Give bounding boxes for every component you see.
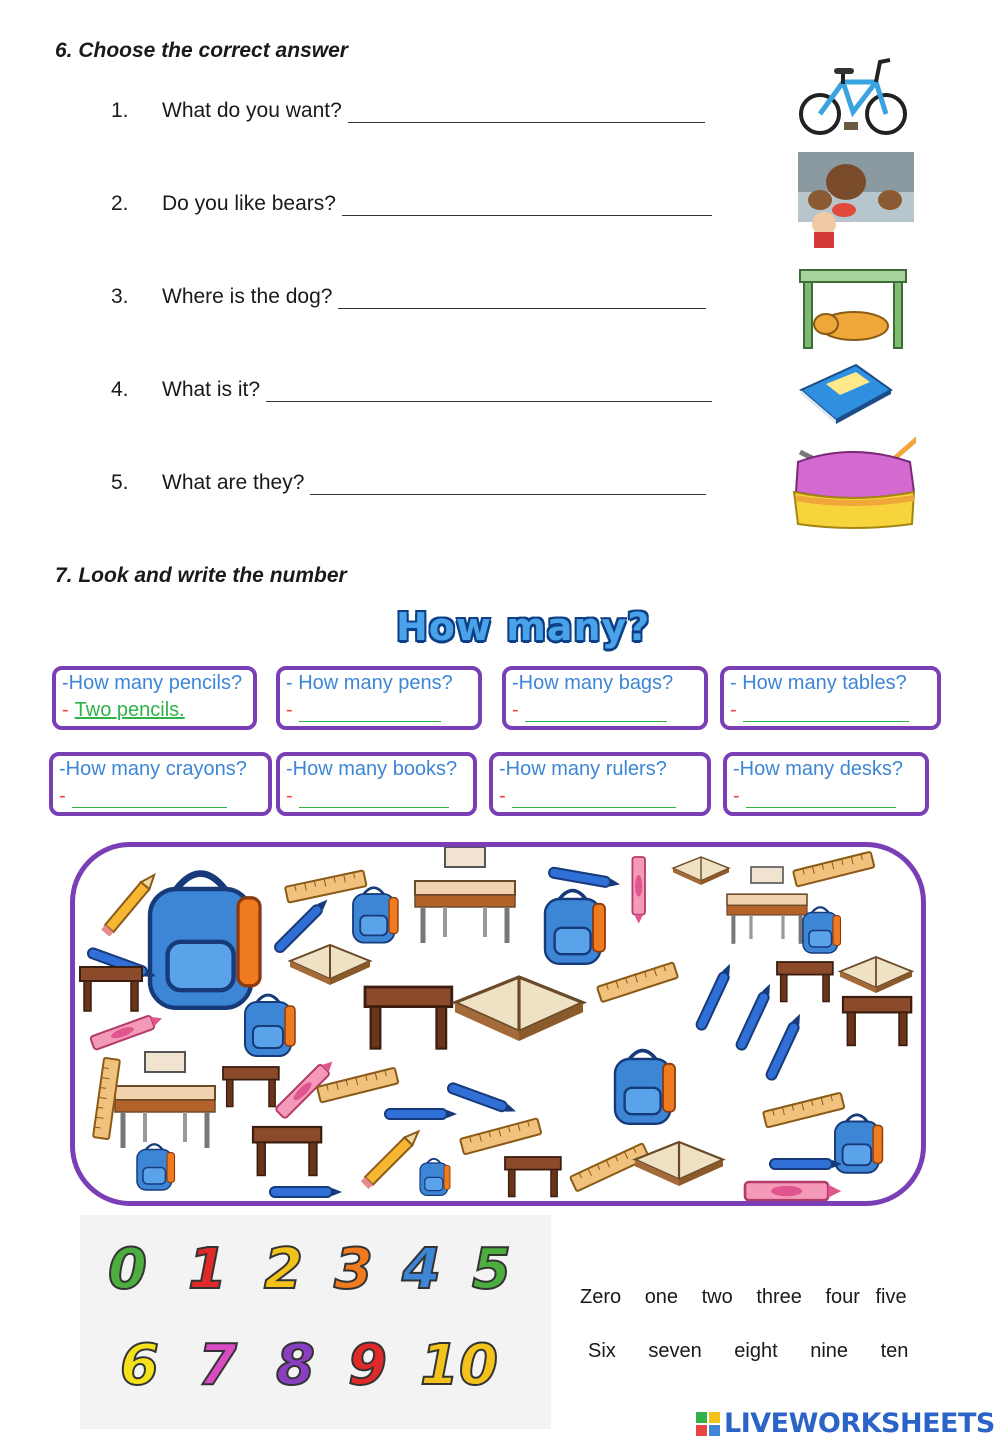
bears-photo-icon [798, 152, 914, 248]
answer-prefix: - [286, 699, 293, 721]
book-icon [673, 857, 729, 885]
box-answer-row [512, 699, 698, 722]
table-icon [505, 1157, 561, 1197]
answer-pens-input[interactable] [299, 703, 441, 722]
pen-icon [548, 867, 621, 889]
pen-icon [270, 1187, 342, 1197]
digit-0: 0 [108, 1237, 147, 1302]
liveworksheets-logo[interactable] [696, 1408, 995, 1439]
answer-desks-input[interactable] [746, 789, 896, 808]
word-three: three [756, 1286, 802, 1308]
word-one: one [644, 1286, 679, 1308]
section-6-title: 6. Choose the correct answer [55, 39, 348, 62]
word-two: two [701, 1286, 733, 1308]
dog-under-table-icon [796, 266, 910, 352]
box-question: - How many pens? [286, 672, 453, 694]
table-icon [80, 967, 142, 1011]
digit-3: 3 [334, 1237, 373, 1302]
answer-prefix: - [512, 699, 519, 721]
answer-bags-input[interactable] [525, 703, 667, 722]
answer-prefix: - [499, 785, 506, 807]
backpack-icon [137, 1144, 175, 1190]
answer-prefix: - [733, 785, 740, 807]
box-question: -How many crayons? [59, 758, 247, 780]
question-text: What do you want? [162, 99, 342, 122]
box-answer-row [286, 699, 472, 722]
backpack-icon [615, 1051, 675, 1124]
answer-blank-3[interactable] [338, 288, 706, 309]
word-eight: eight [734, 1340, 778, 1362]
table-icon [365, 987, 452, 1049]
box-answer-row [286, 785, 467, 808]
pen-icon [770, 1159, 842, 1169]
backpack-icon [245, 995, 295, 1056]
answer-books-input[interactable] [299, 789, 449, 808]
table-icon [843, 997, 911, 1045]
box-question: -How many books? [286, 758, 458, 780]
backpack-icon [353, 888, 398, 943]
desk-icon [415, 847, 515, 943]
answer-pencils-text[interactable]: Two pencils. [74, 699, 185, 721]
question-text: What is it? [162, 378, 261, 401]
question-box-tables [720, 666, 941, 730]
question-text: Do you like bears? [162, 192, 336, 215]
question-number: 4. [111, 378, 129, 401]
word-zero: Zero [580, 1286, 622, 1308]
digit-10: 10 [420, 1333, 498, 1398]
ruler-icon [460, 1118, 541, 1154]
big-backpack-icon [150, 874, 260, 1008]
digit-1: 1 [188, 1237, 227, 1302]
question-box-pencils [52, 666, 257, 730]
word-nine: nine [810, 1340, 849, 1362]
pen-icon [385, 1109, 457, 1119]
digit-8: 8 [276, 1333, 315, 1398]
question-box-rulers [489, 752, 711, 816]
box-answer-row [733, 785, 919, 808]
digit-6: 6 [120, 1333, 159, 1398]
ruler-icon [570, 1143, 649, 1191]
box-answer-row [59, 785, 262, 808]
book-icon [635, 1142, 723, 1186]
number-words-row-1 [580, 1286, 907, 1309]
question-text: What are they? [162, 471, 305, 494]
book-icon [455, 977, 583, 1041]
question-box-books [276, 752, 477, 816]
backpack-icon [835, 1115, 883, 1173]
box-question: -How many rulers? [499, 758, 667, 780]
answer-prefix: - [730, 699, 737, 721]
question-row [162, 378, 712, 402]
table-icon [253, 1127, 321, 1175]
word-seven: seven [648, 1340, 702, 1362]
question-number: 2. [111, 192, 129, 215]
answer-blank-1[interactable] [348, 102, 705, 123]
notebook-icon [796, 360, 896, 430]
numbers-panel [80, 1215, 551, 1429]
answer-rulers-input[interactable] [512, 789, 676, 808]
table-icon [223, 1067, 279, 1107]
word-four: four [825, 1286, 860, 1308]
ruler-icon [285, 870, 367, 902]
digit-9: 9 [348, 1333, 387, 1398]
logo-mark-icon [696, 1412, 720, 1436]
number-words-row-2 [588, 1340, 908, 1363]
question-row [162, 192, 712, 216]
question-number: 5. [111, 471, 129, 494]
question-box-bags [502, 666, 708, 730]
digit-2: 2 [264, 1237, 303, 1302]
digit-7: 7 [198, 1333, 237, 1398]
how-many-heading: How many? [396, 605, 651, 649]
pencil-case-icon [788, 432, 916, 530]
box-question: -How many bags? [512, 672, 674, 694]
question-box-crayons [49, 752, 272, 816]
brand-name: LIVEWORKSHEETS [724, 1408, 995, 1439]
question-row [162, 285, 706, 309]
box-question: -How many pencils? [62, 672, 243, 694]
pencil-icon [361, 1128, 423, 1190]
box-question: - How many tables? [730, 672, 907, 694]
answer-blank-2[interactable] [342, 195, 712, 216]
book-icon [290, 945, 370, 985]
answer-prefix: - [59, 785, 66, 807]
answer-crayons-input[interactable] [72, 789, 227, 808]
box-answer-row [62, 699, 247, 722]
word-six: Six [588, 1340, 616, 1362]
school-objects-scene [70, 842, 926, 1206]
backpack-icon [545, 891, 605, 964]
desk-icon [115, 1052, 215, 1148]
box-question: -How many desks? [733, 758, 904, 780]
question-number: 1. [111, 99, 129, 122]
question-box-pens [276, 666, 482, 730]
answer-prefix: - [286, 785, 293, 807]
answer-blank-4[interactable] [266, 381, 712, 402]
backpack-icon [420, 1159, 450, 1196]
question-row [162, 471, 706, 495]
answer-blank-5[interactable] [310, 474, 706, 495]
crayon-icon [632, 857, 645, 924]
question-box-desks [723, 752, 929, 816]
backpack-icon [803, 907, 841, 953]
crayon-icon [90, 1012, 164, 1050]
word-ten: ten [880, 1340, 909, 1362]
bicycle-icon [798, 52, 908, 140]
pen-icon [695, 962, 734, 1031]
question-row [162, 99, 705, 123]
book-icon [840, 957, 912, 993]
pen-icon [765, 1012, 804, 1081]
digit-5: 5 [472, 1237, 511, 1302]
pen-icon [447, 1082, 518, 1116]
pen-icon [273, 896, 331, 954]
ruler-icon [793, 852, 874, 887]
crayon-icon [745, 1182, 841, 1200]
question-text: Where is the dog? [162, 285, 333, 308]
digit-4: 4 [402, 1237, 441, 1302]
section-7-title: 7. Look and write the number [55, 564, 347, 587]
answer-prefix: - [62, 699, 69, 721]
box-answer-row [730, 699, 931, 722]
question-number: 3. [111, 285, 129, 308]
word-five: five [875, 1286, 907, 1308]
table-icon [777, 962, 833, 1002]
pen-icon [735, 982, 774, 1051]
box-answer-row [499, 785, 701, 808]
ruler-icon [763, 1093, 844, 1128]
answer-tables-input[interactable] [743, 703, 909, 722]
ruler-icon [597, 962, 678, 1002]
school-objects-illustration [75, 847, 921, 1201]
